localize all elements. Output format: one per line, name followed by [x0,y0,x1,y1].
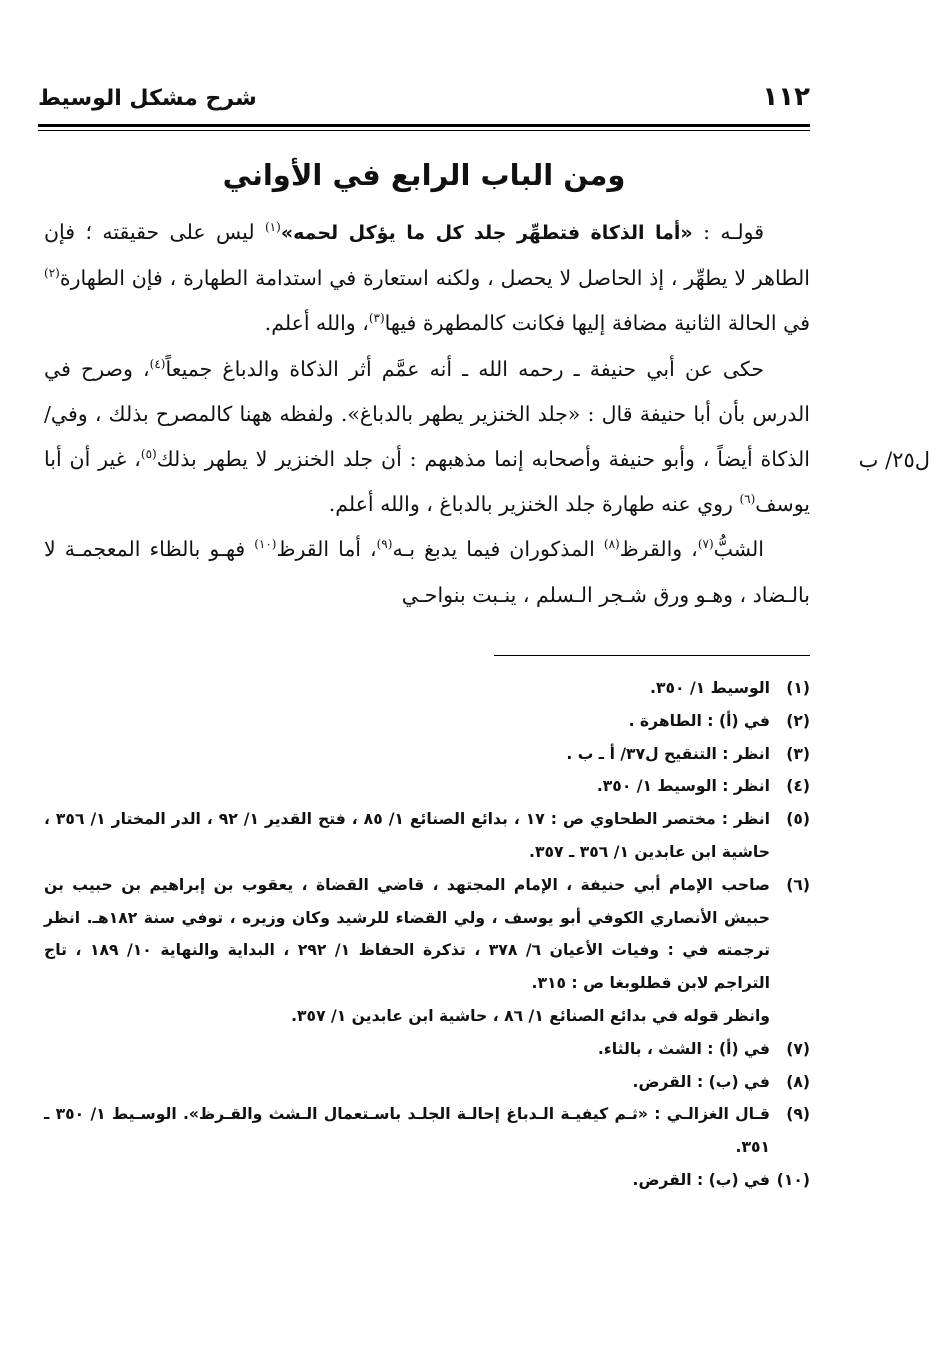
footnote-continuation [44,1000,810,1033]
footnote [44,869,810,1000]
footnote [44,1066,810,1099]
footnote-ref: (٥) [140,447,157,462]
footnote-number: (٨) [786,1072,810,1091]
chapter-title: ومن الباب الرابع في الأواني [222,158,626,192]
footnote-text: في (ب) : القرض. [632,1170,770,1189]
paragraph-1 [44,210,810,347]
footnote-ref: (٨) [603,537,620,552]
paragraph-2 [44,347,810,528]
footnote [44,1164,810,1197]
footnote [44,803,810,869]
footnote-ref: (٩) [376,537,393,552]
paragraph-text: ، أما القرظ [276,537,377,562]
footnote [44,1033,810,1066]
footnote [44,770,810,803]
footnote-text: وانظر قوله في بدائع الصنائع ١/ ٨٦ ، حاشية ابن عابدين ١/ ٣٥٧. [291,1006,770,1025]
footnote-number: (٢) [786,711,810,730]
manuscript-folio-note: ل٢٥/ ب [858,448,930,472]
page-number: ١١٢ [762,82,810,112]
footnotes [44,672,810,1197]
footnote-text: انظر : الوسيط ١/ ٣٥٠. [596,777,770,796]
footnote-ref: (٣) [368,311,385,326]
footnote-text: انظر : مختصر الطحاوي ص : ١٧ ، بدائع الصنائع ١/ ٨٥ ، فتح القدير ١/ ٩٢ ، الدر المختار ١/ ٣٥٦ ، حاشية ابن عابدين ١/ ٣٥٦ ـ ٣٥٧. [44,810,770,861]
footnote [44,1098,810,1164]
footnote-number: (١٠) [776,1170,810,1189]
footnote [44,738,810,771]
footnote-number: (٣) [786,744,810,763]
footnote-text: صاحب الإمام أبي حنيفة ، الإمام المجتهد ، قاضي القضاة ، يعقوب بن إبراهيم بن حبيب بن حبيش الأنصاري الكوفي أبو يوسف ، ولي القضاء للرشيد وكان وزيره ، توفي سنة ١٨٢هـ. انظر ترجمته في : وفيات الأعيان ٦/ ٣٧٨ ، تذكرة الحفاظ ١/ ٢٩٢ ، البداية والنهاية ١٠/ ١٨٩ ، تاج التراجم لابن قطلوبغا ص : ٣١٥. [44,875,771,993]
footnote-text: انظر : التنقيح ل٣٧/ أ ـ ب . [566,744,770,763]
footnote-ref: (٢) [44,266,60,281]
footnote-text: قـال الغزالـي : «ثـم كيفيـة الـدباغ إحالـة الجلـد باسـتعمال الـشث والقـرظ». الوسـيط ١/ ٣٥٠ ـ ٣٥١. [44,1105,771,1157]
footnote-ref: (٧) [697,537,714,552]
footnote-ref: (٦) [739,492,756,507]
book-title: شرح مشكل الوسيط [38,86,257,111]
footnote-ref: (٤) [149,356,166,371]
header-rule-thin [38,130,810,131]
paragraph-text: حكى عن أبي حنيفة ـ رحمه الله ـ أنه عمَّم أثر الذكاة والدباغ جميعاً [165,356,765,381]
paragraph-text: ، وصرح في الدرس بأن أبا حنيفة قال : «جلد الخنزير يطهر بالدباغ». ولفظه ههنا كالمصرح بذلك ، وفي/ الذكاة أيضاً ، وأبو حنيفة وأصحابه إنما مذهبهم : أن جلد الخنزير لا يطهر بذلك [44,356,810,472]
main-text [44,210,810,618]
footnote-text: في (ب) : القرض. [632,1072,770,1091]
paragraph-text: الشبُّ [713,537,764,562]
footnote-number: (٩) [786,1105,810,1124]
footnote-number: (٥) [786,810,810,829]
paragraph-3 [44,527,810,617]
running-header [38,78,810,124]
paragraph-text: المذكوران فيما يدبغ بـه [392,537,604,562]
paragraph-text: ليس على حقيقته ؛ فإن الطاهر لا يطهِّر ، إذ الحاصل لا يحصل ، ولكنه استعارة في استدامة الطهارة ، فإن الطهارة [44,220,810,291]
paragraph-text: ، والقرظ [619,537,698,562]
footnote-number: (١) [786,679,810,697]
footnote-number: (٦) [786,875,810,894]
footnote-text: في (أ) : الطاهرة . [628,711,770,730]
paragraph-text: فهـو بالظاء المعجمـة لا بالـضاد ، وهـو ورق شـجر الـسلم ، ينـبت بنواحـي [44,537,810,607]
footnote-text: الوسيط ١/ ٣٥٠. [650,679,770,697]
footnote-separator [494,655,810,656]
footnote-text: في (أ) : الشث ، بالثاء. [597,1039,770,1058]
footnote-ref: (١) [264,220,281,235]
footnote [44,705,810,738]
paragraph-text: ، والله أعلم. [264,311,369,336]
paragraph-text: ، غير أن أبا يوسف [44,447,810,517]
quoted-text: «أما الذكاة فتطهِّر جلد كل ما يؤكل لحمه» [280,222,693,244]
paragraph-lead: قولـه : [692,220,765,244]
footnote-ref: (١٠) [254,537,277,552]
header-rule-thick [38,124,810,127]
footnote-number: (٤) [786,777,810,796]
paragraph-text: في الحالة الثانية مضافة إليها فكانت كالمطهرة فيها [384,311,810,336]
footnote-number: (٧) [786,1039,810,1058]
paragraph-text: روي عنه طهارة جلد الخنزير بالدباغ ، والله أعلم. [328,492,740,517]
footnote [44,672,810,705]
